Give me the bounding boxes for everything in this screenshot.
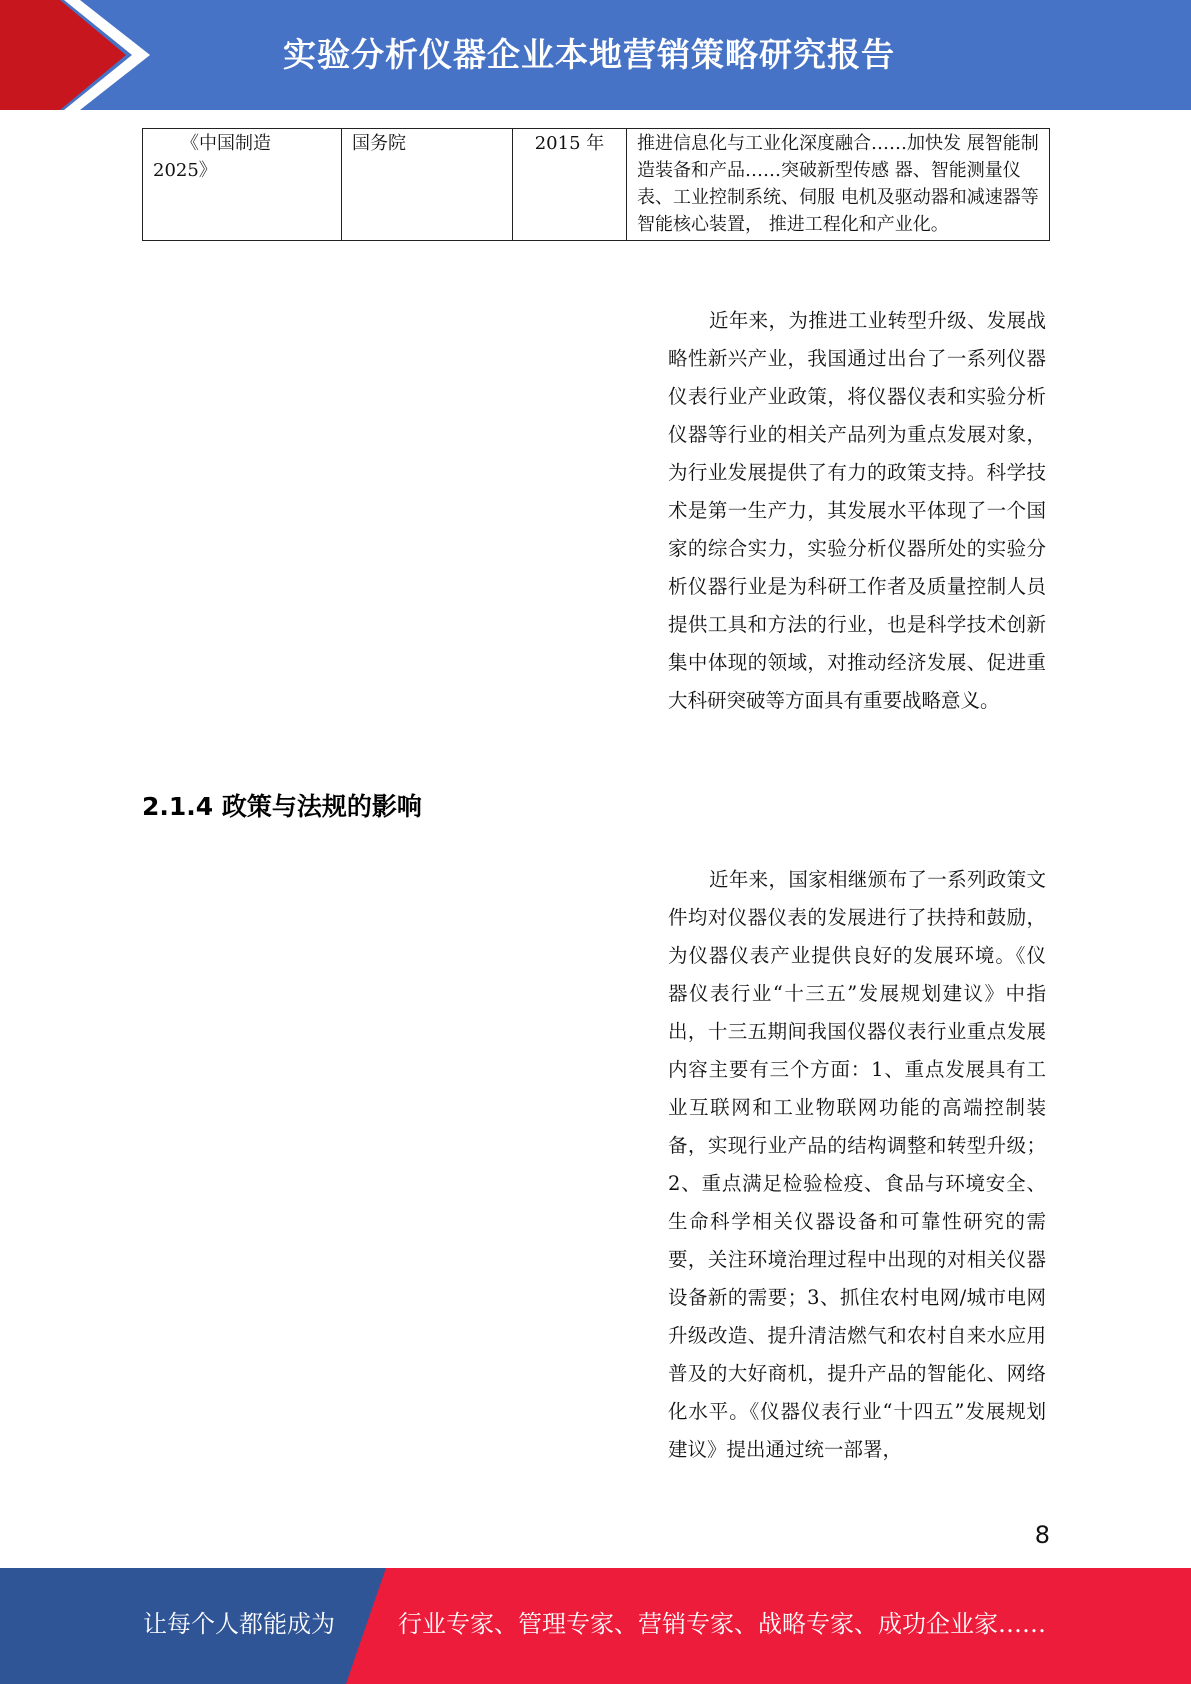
policy-table bbox=[142, 128, 1050, 241]
page-number: 8 bbox=[1034, 1521, 1050, 1549]
report-title: 实验分析仪器企业本地营销策略研究报告 bbox=[283, 35, 895, 74]
footer-slogan-right: 行业专家、管理专家、营销专家、战略专家、成功企业家…… bbox=[398, 1610, 1046, 1638]
body-paragraph-1: 近年来，为推进工业转型升级、发展战略性新兴产业，我国通过出台了一系列仪器仪表行业产业政策，将仪器仪表和实验分析仪器等行业的相关产品列为重点发展对象，为行业发展提供了有力的政策支持。科学技术是第一生产力，其发展水平体现了一个国家的综合实力，实验分析仪器所处的实验分析仪器行业是为科研工作者及质量控制人员提供工具和方法的行业，也是科学技术创新集中体现的领域，对推动经济发展、促进重大科研突破等方面具有重要战略意义。 bbox=[668, 309, 1046, 712]
year-cell: 2015 年 bbox=[513, 129, 627, 241]
content-cell: 推进信息化与工业化深度融合……加快发 展智能制造装备和产品……突破新型传感 器、智能测量仪表、工业控制系统、伺服 电机及驱动器和减速器等智能核心装置， 推进工程化和产业化。 bbox=[627, 129, 1050, 241]
table-row bbox=[143, 129, 1050, 241]
page-footer bbox=[0, 1568, 1191, 1684]
section-heading: 2.1.4 政策与法规的影响 bbox=[142, 792, 422, 821]
body-paragraph-2: 近年来，国家相继颁布了一系列政策文件均对仪器仪表的发展进行了扶持和鼓励，为仪器仪表产业提供良好的发展环境。《仪器仪表行业“十三五”发展规划建议》中指出，十三五期间我国仪器仪表行业重点发展内容主要有三个方面：1、重点发展具有工业互联网和工业物联网功能的高端控制装备，实现行业产品的结构调整和转型升级；2、重点满足检验检疫、食品与环境安全、生命科学相关仪器设备和可靠性研究的需要，关注环境治理过程中出现的对相关仪器设备新的需要；3、抓住农村电网/城市电网升级改造、提升清洁燃气和农村自来水应用普及的大好商机，提升产品的智能化、网络化水平。《仪器仪表行业“十四五”发展规划建议》提出通过统一部署， bbox=[668, 868, 1046, 1461]
page-header bbox=[0, 0, 1191, 110]
policy-name-cell: 《中国制造 2025》 bbox=[143, 129, 342, 241]
issuer-cell: 国务院 bbox=[342, 129, 513, 241]
footer-slogan-left: 让每个人都能成为 bbox=[143, 1610, 335, 1638]
